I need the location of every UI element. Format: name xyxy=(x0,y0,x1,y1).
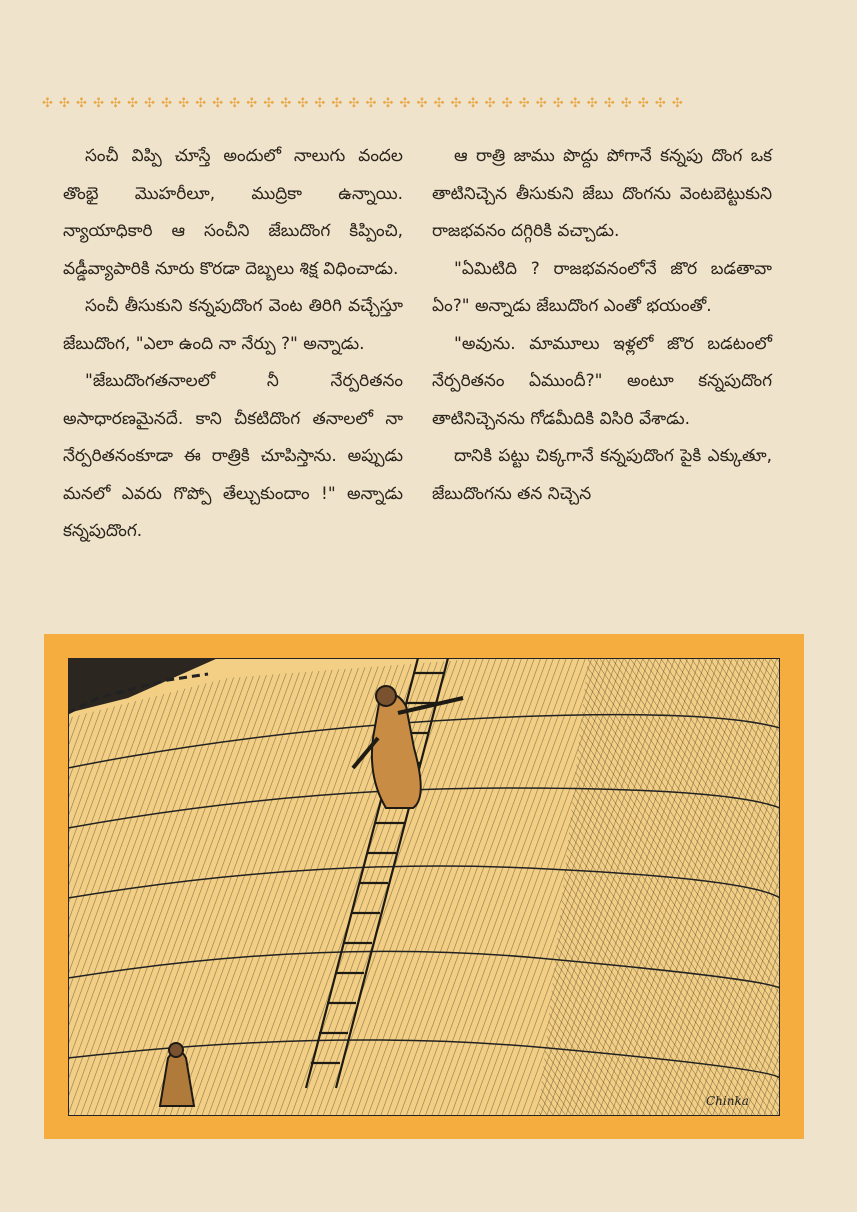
paragraph: సంచీ విప్పి చూస్తే అందులో నాలుగు వందల తొంభై మొహరీలూ, ముద్రికా ఉన్నాయి. న్యాయాధికారి ఆ సంచీని జేబుదొంగ కిప్పించి, వడ్డీవ్యాపారికి నూరు కొరడా దెబ్బలు శిక్ష విధించాడు. xyxy=(63,146,403,279)
climbing-ladder-illustration xyxy=(68,658,780,1116)
artist-signature: Chinka xyxy=(706,1094,749,1108)
paragraph: ఆ రాత్రి జాము పొద్దు పోగానే కన్నపు దొంగ ఒక తాటినిచ్చెన తీసుకుని జేబు దొంగను వెంటబెట్టుకుని రాజభవనం దగ్గిరికి వచ్చాడు. xyxy=(432,146,772,241)
paragraph: "జేబుదొంగతనాలలో నీ నేర్పరితనం అసాధారణమైనదే. కాని చీకటిదొంగ తనాలలో నా నేర్పరితనంకూడా ఈ రాత్రికి చూపిస్తాను. అప్పుడు మనలో ఎవరు గొప్పో తేల్చుకుందాం !" అన్నాడు కన్నపుదొంగ. xyxy=(63,371,403,541)
left-text-column xyxy=(63,138,403,551)
paragraph: "అవును. మామూలు ఇళ్లలో జొర బడటంలో నేర్పరితనం ఏముందీ?" అంటూ కన్నపుదొంగ తాటినిచ్చెనను గోడమీదికి విసిరి వేశాడు. xyxy=(432,333,772,429)
paragraph: సంచీ తీసుకుని కన్నపుదొంగ వెంట తిరిగి వచ్చేస్తూ జేబుదొంగ, "ఎలా ఉంది నా నేర్పు ?" అన్నాడు. xyxy=(63,296,403,354)
right-text-column xyxy=(432,138,772,513)
paragraph: "ఏమిటిది ? రాజభవనంలోనే జొర బడతావా ఏం?" అన్నాడు జేబుదొంగ ఎంతో భయంతో. xyxy=(432,258,772,316)
illustration-frame xyxy=(44,634,804,1139)
paragraph: దానికి పట్టు చిక్కగానే కన్నపుదొంగ పైకి ఎక్కుతూ, జేబుదొంగను తన నిచ్చెన xyxy=(432,446,772,504)
decorative-border: ✣ ✣ ✣ ✣ ✣ ✣ ✣ ✣ ✣ ✣ ✣ ✣ ✣ ✣ ✣ ✣ ✣ ✣ ✣ ✣ ✣ ✣ ✣ ✣ ✣ ✣ ✣ ✣ ✣ ✣ ✣ ✣ ✣ ✣ ✣ ✣ ✣ ✣ xyxy=(42,96,684,111)
